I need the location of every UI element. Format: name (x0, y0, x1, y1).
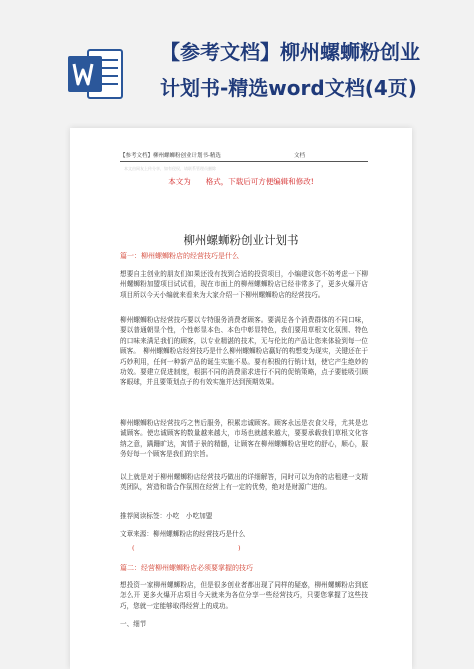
watermark-text: 本文由网友上传分享，如有侵权，请联系管理员删除 (124, 166, 216, 171)
edit-notice: 本文为 格式，下载后可方便编辑和修改! (168, 177, 314, 186)
paragraph-1: 想要自主创业的朋友们如果还没有找到合适的投资项目，小编建议您不妨考虑一下柳州螺蛳粉加盟项目试试看，现在市面上的柳州螺蛳粉店已经非常多了，更多火爆开店项目所以今天小编就来看来为大家介绍一下柳州螺蛳粉店的经营技巧。 (120, 270, 368, 299)
paragraph-5: 想投资一家柳州螺蛳粉店，但是很多创业者都出现了同样的疑惑，柳州螺蛳粉店到底怎么开 更多火爆开店项目今天就来为各位分享一些经营技巧，只要您掌握了这些技巧，您就一定能够取得经营上的成功。 (120, 581, 368, 610)
page-title-line-2: 计划书-精选word文档(4页) (160, 76, 417, 100)
recommend-tags: 推荐阅读标签：小吃 小吃加盟 (120, 512, 213, 520)
article-source: 文章来源：柳州螺蛳粉店的经营技巧是什么 (120, 530, 246, 538)
section-heading-1: 篇一：柳州螺蛳粉店的经营技巧是什么 (120, 252, 239, 260)
page-title-line-1: 【参考文档】柳州螺蛳粉创业 (160, 40, 420, 64)
header-area (0, 0, 474, 120)
paren-open: ( (132, 544, 135, 552)
running-header-right: 文档 (294, 153, 306, 159)
document-page (70, 128, 412, 669)
document-title: 柳州螺蛳粉创业计划书 (183, 233, 299, 247)
paragraph-2: 柳州螺蛳粉店经营技巧要以专特服务消费者顾客。要满足各个消费群体的不同口味，要以普通朝显个性，个性彰显本色、本色中彰显特色，我们要用草根文化氛围、特色的口味来满足我们的顾客，以专业精湛的技术，无与伦比的产品让您来体验到每一位顾客。 柳州螺蛳粉店经营技巧是什么柳州螺蛳粉店赢好的构想变为现实，关键还在于巧妙利用，任何一种新产品的诞生实施不易。要有积极的行销计划，使它产生绝妙的功效。要建立促进制度，根据不同的消费需求进行不同的促销策略，点子要能吸引顾客眼球，并且要策划点子的有效实施并达到预期效果。 (120, 316, 368, 387)
running-header-left: 【参考文档】柳州螺蛳粉创业计划书-精选 (120, 153, 221, 159)
paragraph-3: 柳州螺蛳粉店经营技巧之售后服务，积累忠诚顾客。顾客永远是衣食父母，尤其是忠诚顾客。使忠诚顾客的数量越来越大，市场也就越来越大，要要承载我们草根文化容纳之意，蹒跚旷达，寓情于景的精髓，让顾客在柳州螺蛳粉店里吃的舒心，顺心，服务好每一个顾客是我们的宗旨。 (120, 419, 368, 459)
list-item-1: 一、细节 (120, 620, 147, 628)
paren-close: ) (238, 544, 241, 552)
document-running-header (120, 151, 368, 162)
section-heading-2: 篇二：经营柳州螺蛳粉店必须要掌握的技巧 (120, 564, 253, 572)
word-document-icon (66, 46, 126, 102)
paragraph-4: 以上就是对于柳州螺蛳粉店经营技巧做出的详细解答，同时可以为你的店租建一支精英团队，营造和谐合作氛围在经营上有一定的优势，绝对是财源广进的。 (120, 473, 368, 492)
